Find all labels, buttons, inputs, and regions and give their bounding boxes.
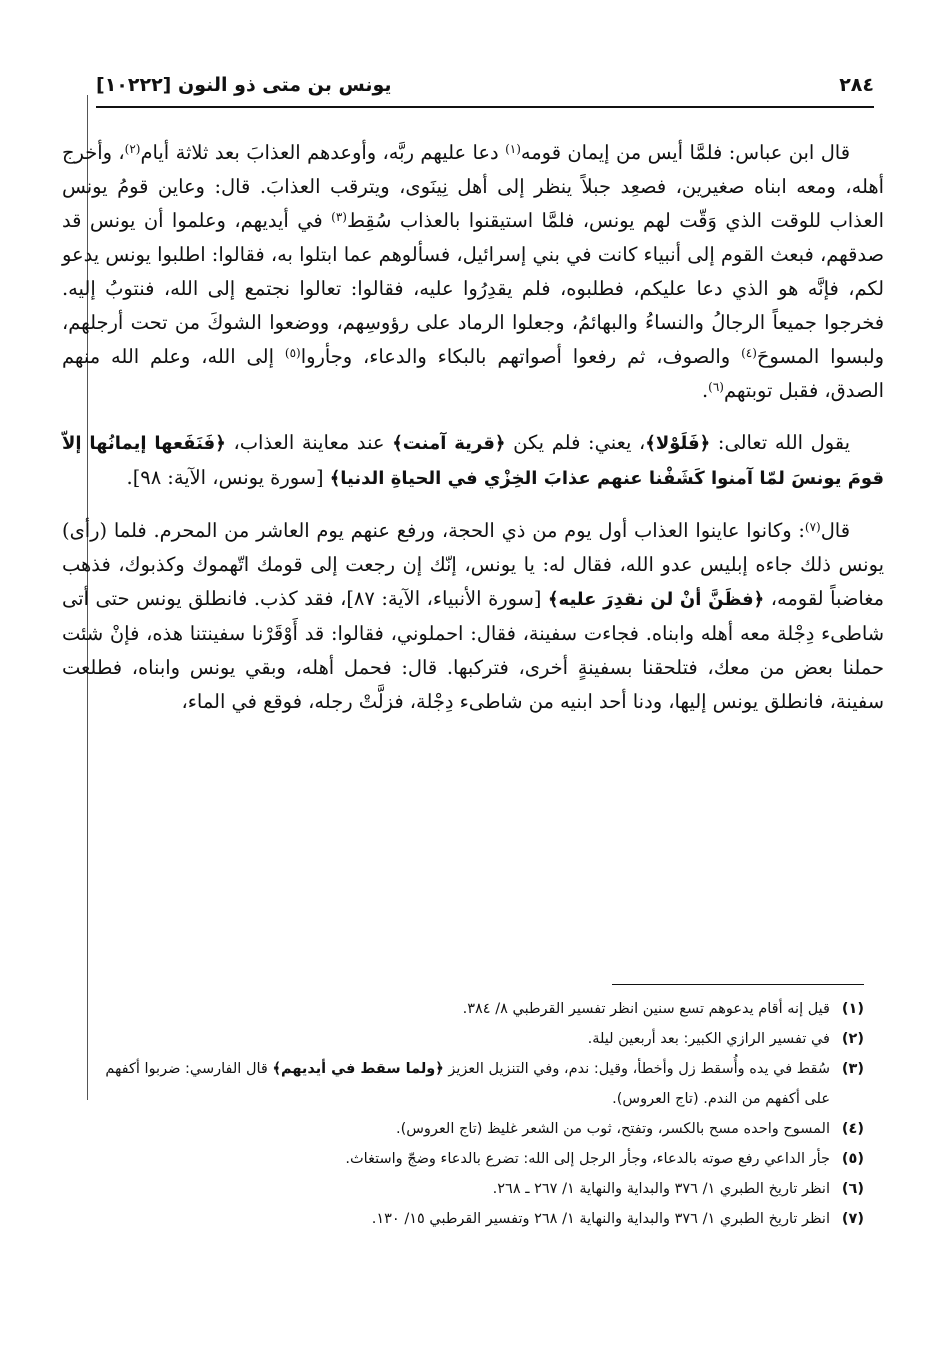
footnote-number: (٤) (841, 1121, 864, 1137)
header-rule (96, 106, 874, 108)
text-run: والصوف، ثم رفعوا أصواتهم بالبكاء والدعاء، وجأروا (300, 345, 742, 368)
footnote-text: قيل إنه أقام يدعوهم تسع سنين انظر تفسير القرطبي ٨/ ٣٨٤. (462, 1001, 830, 1017)
footnote (96, 1144, 864, 1174)
paragraph-3 (62, 514, 884, 719)
paragraph-1 (62, 136, 884, 408)
footnote-rule (612, 984, 864, 985)
page-number: ٢٨٤ (839, 74, 874, 96)
footnote-number: (٧) (841, 1211, 864, 1227)
text-run: . (701, 379, 709, 402)
text-run: [سورة الأنبياء، الآية: ٨٧]، فقد كذب. فانطلق يونس حتى أتى شاطىء دِجْلة معه أهله وابناه. فجاءت سفينة، فقال: احملوني، فقالوا: قد أَوْقَرْنا سفينتنا هذه، فإنْ شئت حملنا بعض من معك، فتلحقنا بسفينةٍ أخرى، فتركبها. قال: فحمل أهله، وبقي يونس وابناه، فطلعت سفينة، فانطلق يونس إليها، ودنا أحد ابنيه من شاطىء دِجْلة، فزلَّتْ رجله، فوقع في الماء، (62, 587, 884, 713)
footnote (96, 1054, 864, 1114)
text-run: إلى الله، وعلم الله منهم الصدق، فقبل توبتهم (62, 345, 884, 402)
text-run: دعا عليهم ربَّه، وأوعدهم العذابَ بعد ثلاثة أيام (140, 141, 506, 164)
footnote-text: جأر الداعي رفع صوته بالدعاء، وجأر الرجل إلى الله: تضرع بالدعاء وضجّ واستغاث. (345, 1151, 830, 1167)
footnote-number: (٣) (841, 1061, 864, 1077)
text-run: : وكانوا عاينوا العذاب أول يوم من ذي الحجة، ورفع عنهم يوم العاشر من المحرم. فلما (رأى) يونس ذلك جاءه إبليس عدو الله، فقال له: يا يونس، إنّك إن رجعت إلى قومك اتّهموك وكذبوك، فذهب مغاضباً لقومه، (62, 519, 884, 610)
text-run: [سورة يونس، الآية: ٩٨]. (126, 466, 330, 489)
footnote (96, 994, 864, 1024)
footnote-ref: (١) (505, 142, 521, 156)
footnote-text: انظر تاريخ الطبري ١/ ٣٧٦ والبداية والنهاية ١/ ٢٦٨ وتفسير القرطبي ١٥/ ١٣٠. (371, 1211, 830, 1227)
text-run: عند معاينة العذاب، (225, 431, 393, 454)
footnote (96, 1174, 864, 1204)
text-run: يقول الله تعالى: (710, 431, 850, 454)
text-run: ، وأخرج أهله، ومعه ابناه صغيرين، فصعِد جبلاً ينظر إلى أهل نِينَوى، ويترقب العذابَ. قال: وعاين قومُ يونس العذاب للوقت الذي وَقّت لهم يونس، فلمَّا استيقنوا بالعذاب سُقِط (62, 141, 884, 232)
text-run: سُقط في يده وأُسقط زل وأخطأ، وقيل: ندم، وفي التنزيل العزيز (443, 1061, 830, 1077)
footnote-ref: (٣) (331, 210, 347, 224)
running-title: [١٠٢٢٢] يونس بن متى ذو النون (96, 74, 392, 96)
footnote-text (96, 1054, 830, 1114)
footnote-number: (٢) (841, 1031, 864, 1047)
text-run: قال الفارسي: ضربوا أكفهم على أكفهم من الندم. (تاج العروس). (105, 1061, 830, 1107)
quran-quote: ﴿قرية آمنت﴾ (392, 433, 506, 454)
footnote-ref: (٤) (741, 346, 757, 360)
footnote-ref: (٢) (124, 142, 141, 156)
footnote-ref: (٧) (804, 520, 821, 534)
footnotes (96, 994, 864, 1234)
footnote-text: انظر تاريخ الطبري ١/ ٣٧٦ والبداية والنهاية ١/ ٢٦٧ ـ ٢٦٨. (492, 1181, 830, 1197)
footnote-text: المسوح واحده مسح بالكسر، وتفتح، ثوب من الشعر غليظ (تاج العروس). (395, 1121, 830, 1137)
quran-quote: ﴿ولما سقط في أيديهم﴾ (272, 1061, 444, 1077)
footnote-number: (٦) (841, 1181, 864, 1197)
footnote (96, 1024, 864, 1054)
main-text (62, 136, 884, 719)
quran-quote: ﴿فَلَوْلا﴾ (645, 433, 711, 454)
footnote-number: (٥) (841, 1151, 864, 1167)
footnote-number: (١) (841, 1001, 864, 1017)
footnote-ref: (٥) (284, 346, 301, 360)
text-run: في أيديهم، وعلموا أن يونس قد صدقهم، فبعث القوم إلى أنبياء كانت في بني إسرائيل، فسألوهم عما ابتلوا به، فقالوا: اطلبوا يونس يدعو لكم، فإنَّه هو الذي دعا عليكم، فطلبوه، فلم يقدِرُوا عليه، فقالوا: تعالوا نجتمع إلى الله، فنتوبُ إليه. فخرجوا جميعاً الرجالُ والنساءُ والبهائمُ، وجعلوا الرماد على رؤوسِهم، ووضعوا الشوكَ من تحت أرجلهم، ولبسوا المسوحَ (62, 209, 884, 368)
footnote (96, 1204, 864, 1234)
page-header (96, 68, 874, 102)
text-run: ، يعني: فلم يكن (505, 431, 646, 454)
quran-quote: ﴿فظَنَّ أنْ لن نقدِرَ عليه﴾ (548, 589, 765, 610)
footnote-ref: (٦) (708, 380, 724, 394)
footnote (96, 1114, 864, 1144)
text-run: قال (820, 519, 850, 542)
text-run: قال ابن عباس: فلمَّا أيس من إيمان قومه (520, 141, 850, 164)
footnote-text: في تفسير الرازي الكبير: بعد أربعين ليلة. (587, 1031, 830, 1047)
paragraph-2 (62, 426, 884, 496)
quran-quote: ﴿فَنَفَعها إيمانُها إلاّ قومَ يونسَ لمّا آمنوا كَشَفْنا عنهم عذابَ الخِزْي في الحياةِ الدنيا﴾ (62, 433, 884, 489)
